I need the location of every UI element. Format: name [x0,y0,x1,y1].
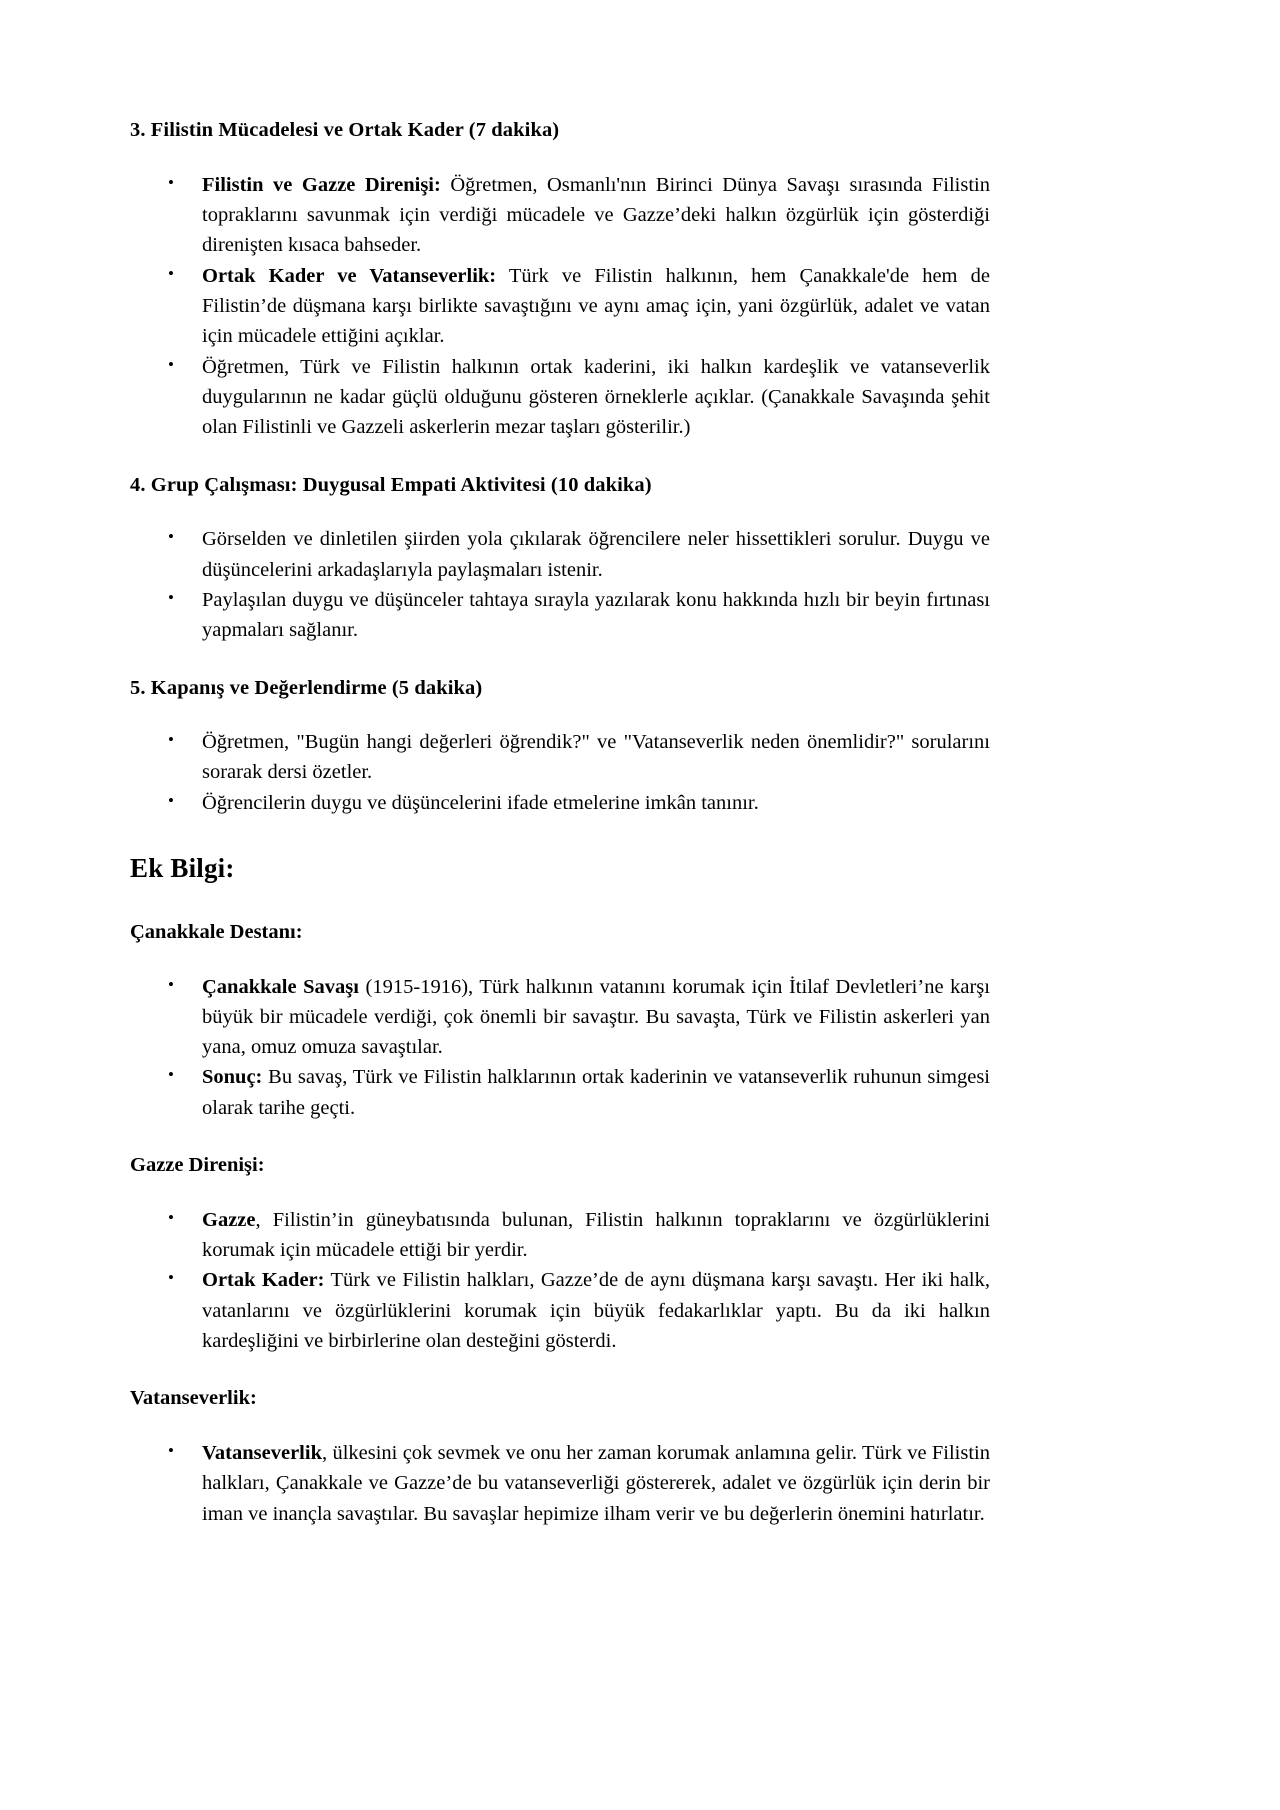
bullet-lead: Çanakkale Savaşı [202,975,359,998]
list-item [130,727,990,788]
bullet-text: (1915-1916), Türk halkının vatanını korumak için İtilaf Devletleri’ne karşı büyük bir mücadele verdiği, çok önemli bir savaştır. Bu savaşta, Türk ve Filistin askerleri yan yana, omuz omuza savaştılar. [202,975,990,1059]
bullet-text: Türk ve Filistin halkının, hem Çanakkale'de hem de Filistin’de düşmana karşı birlikte savaştığını ve aynı amaç için, yani özgürlük, adalet ve vatan için mücadele ettiğini açıklar. [202,264,990,348]
list-item [130,1438,990,1529]
bullet-text: Öğretmen, Osmanlı'nın Birinci Dünya Savaşı sırasında Filistin topraklarını savunmak için verdiği mücadele ve Gazze’deki halkın özgürlük için gösterdiği direnişten kısaca bahseder. [202,173,990,257]
spacer [130,701,990,727]
spacer [130,1412,990,1438]
section-3-bullet-list [130,170,990,443]
bullet-text: Öğrencilerin duygu ve düşüncelerini ifade etmelerine imkân tanınır. [202,791,759,814]
spacer [130,818,990,852]
section-5-bullet-list [130,727,990,818]
list-item [130,1205,990,1266]
list-item [130,170,990,261]
bullet-text: Bu savaş, Türk ve Filistin halklarının ortak kaderinin ve vatanseverlik ruhunun simgesi olarak tarihe geçti. [202,1066,990,1119]
bullet-text: Türk ve Filistin halkları, Gazze’de de aynı düşmana karşı savaştı. Her iki halk, vatanlarını ve özgürlüklerini korumak için büyük fedakarlıklar yaptı. Bu da iki halkın kardeşliğini ve birbirlerine olan desteğini gösterdi. [202,1269,990,1353]
vatanseverlik-bullet-list [130,1438,990,1529]
list-item [130,1062,990,1123]
list-item [130,585,990,646]
bullet-text: , ülkesini çok sevmek ve onu her zaman korumak anlamına gelir. Türk ve Filistin halkları, Çanakkale ve Gazze’de bu vatanseverliği göstererek, adalet ve özgürlük için derin bir iman ve inançla savaştılar. Bu savaşlar hepimize ilham verir ve bu değerlerin önemini hatırlatır. [202,1442,990,1525]
spacer [130,144,990,170]
list-item [130,1265,990,1356]
section-heading-4: 4. Grup Çalışması: Duygusal Empati Aktivitesi (10 dakika) [130,473,652,496]
list-item [130,788,990,818]
list-item [130,972,990,1063]
list-item [130,524,990,585]
subsection-heading-vatanseverlik: Vatanseverlik: [130,1387,257,1410]
document-content [130,118,990,1529]
subsection-heading-canakkale-destani: Çanakkale Destanı: [130,920,303,943]
canakkale-destani-bullet-list [130,972,990,1124]
spacer [130,498,990,524]
bullet-text: Öğretmen, "Bugün hangi değerleri öğrendik?" ve "Vatanseverlik neden önemlidir?" sorularını sorarak dersi özetler. [202,731,990,784]
bullet-text: Öğretmen, Türk ve Filistin halkının ortak kaderini, iki halkın kardeşlik ve vatanseverlik duygularının ne kadar güçlü olduğunu gösteren örneklerle açıklar. (Çanakkale Savaşında şehit olan Filistinli ve Gazzeli askerlerin mezar taşları gösterilir.) [202,355,990,439]
bullet-lead: Filistin ve Gazze Direnişi: [202,173,441,196]
bullet-lead: Sonuç: [202,1066,263,1089]
section-heading-3: 3. Filistin Mücadelesi ve Ortak Kader (7 dakika) [130,119,560,141]
extra-info-title: Ek Bilgi: [130,853,235,884]
spacer [130,886,990,920]
section-heading-5: 5. Kapanış ve Değerlendirme (5 dakika) [130,676,483,699]
bullet-lead: Vatanseverlik [202,1442,322,1465]
spacer [130,1356,990,1386]
bullet-lead: Ortak Kader ve Vatanseverlik: [202,264,497,287]
subsection-heading-gazze-direnisi: Gazze Direnişi: [130,1154,265,1177]
spacer [130,1179,990,1205]
bullet-text: Paylaşılan duygu ve düşünceler tahtaya sırayla yazılarak konu hakkında hızlı bir beyin fırtınası yapmaları sağlanır. [202,588,990,642]
gazze-direnisi-bullet-list [130,1205,990,1357]
spacer [130,946,990,972]
spacer [130,443,990,473]
bullet-text: , Filistin’in güneybatısında bulunan, Filistin halkının topraklarını ve özgürlüklerini korumak için mücadele ettiği bir yerdir. [202,1208,990,1262]
bullet-lead: Gazze [202,1208,256,1231]
section-4-bullet-list [130,524,990,645]
list-item [130,352,990,443]
bullet-text: Görselden ve dinletilen şiirden yola çıkılarak öğrencilere neler hissettikleri sorulur. Duygu ve düşüncelerini arkadaşlarıyla paylaşmaları istenir. [202,528,990,581]
list-item [130,261,990,352]
bullet-lead: Ortak Kader: [202,1269,325,1292]
spacer [130,646,990,676]
spacer [130,1123,990,1153]
